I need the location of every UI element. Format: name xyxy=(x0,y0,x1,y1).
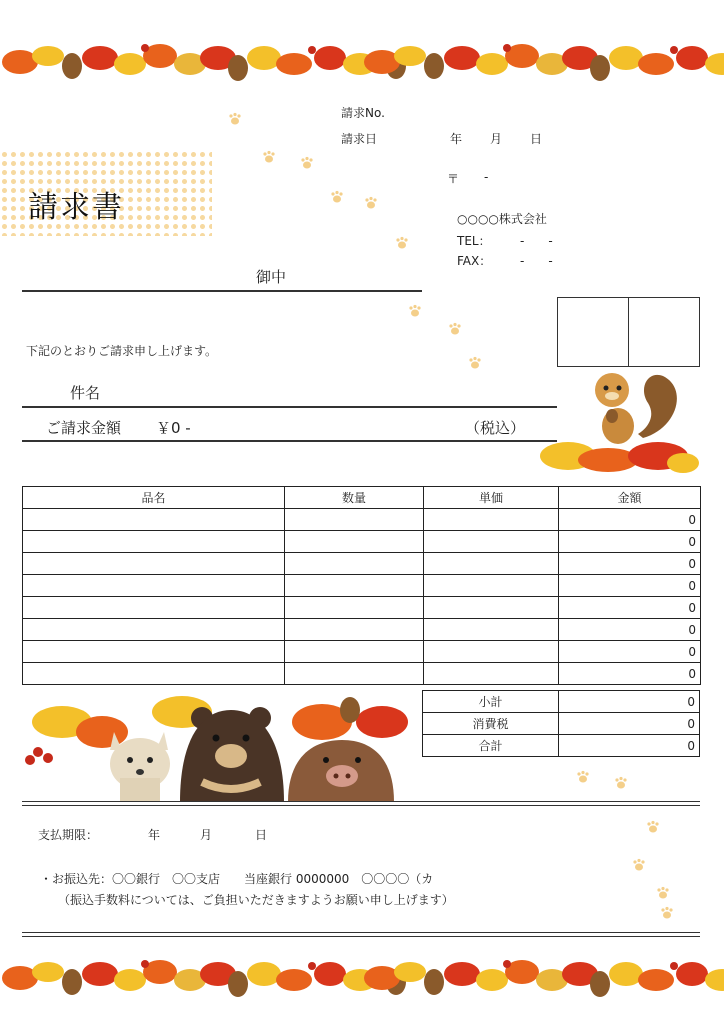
autumn-leaves-garland-top xyxy=(0,28,724,88)
recipient-underline xyxy=(22,290,422,292)
cell-price[interactable] xyxy=(424,619,559,641)
table-row xyxy=(23,663,701,685)
amount-label: ご請求金額 xyxy=(46,419,122,437)
fee-note: （振込手数料については、ご負担いただきますようお願い申し上げます） xyxy=(58,893,454,907)
bear-illustration xyxy=(180,707,284,802)
paw-print-icon xyxy=(646,820,660,834)
cell-qty[interactable] xyxy=(285,531,424,553)
paw-print-icon xyxy=(656,886,670,900)
header-amount: 金額 xyxy=(559,487,701,509)
paw-print-icon xyxy=(228,112,242,126)
paw-print-icon xyxy=(576,770,590,784)
table-row xyxy=(23,641,701,663)
stamp-box-2 xyxy=(628,297,700,367)
paw-print-icon xyxy=(448,322,462,336)
paw-print-icon xyxy=(262,150,276,164)
table-row xyxy=(23,597,701,619)
cell-price[interactable] xyxy=(424,553,559,575)
header-unit-price: 単価 xyxy=(424,487,559,509)
boar-illustration xyxy=(288,740,394,802)
totals-table xyxy=(422,690,700,757)
squirrel-illustration xyxy=(538,368,700,478)
postal-dash: - xyxy=(484,170,489,184)
cell-price[interactable] xyxy=(424,663,559,685)
cell-qty[interactable] xyxy=(285,553,424,575)
paw-print-icon xyxy=(660,906,674,920)
fax-dashes: - - xyxy=(520,254,553,268)
transfer-account: ・お振込先：〇〇銀行 〇〇支店 当座銀行 0000000 〇〇〇〇（カ xyxy=(40,872,434,886)
top-leaf-garland xyxy=(0,28,724,88)
company-name: ○○○○株式会社 xyxy=(457,212,547,226)
separator-1a xyxy=(22,801,700,802)
animals-illustration xyxy=(22,692,422,802)
autumn-leaves-garland-bottom xyxy=(0,944,724,1004)
cell-amount: 0 xyxy=(559,509,701,531)
separator-2b xyxy=(22,936,700,937)
tel-dashes: - - xyxy=(520,234,553,248)
cell-amount: 0 xyxy=(559,663,701,685)
cell-item[interactable] xyxy=(23,531,285,553)
fax-label: FAX： xyxy=(457,254,492,268)
cell-qty[interactable] xyxy=(285,663,424,685)
subject-underline xyxy=(22,406,557,408)
cell-item[interactable] xyxy=(23,553,285,575)
cell-amount: 0 xyxy=(559,619,701,641)
tel-label: TEL： xyxy=(457,234,491,248)
tax-note: （税込） xyxy=(465,419,526,437)
table-header-row xyxy=(23,487,701,509)
invoice-date-day: 日 xyxy=(530,132,543,146)
postal-mark: 〒 xyxy=(447,172,460,186)
tax-row xyxy=(423,713,700,735)
paw-print-icon xyxy=(614,776,628,790)
page-title: 請求書 xyxy=(28,190,124,225)
deadline-month: 月 xyxy=(200,828,213,842)
cell-amount: 0 xyxy=(559,641,701,663)
subtotal-label: 小計 xyxy=(423,691,559,713)
deadline-day: 日 xyxy=(255,828,268,842)
amount-underline xyxy=(22,440,557,442)
bottom-leaf-garland xyxy=(0,944,724,1004)
deadline-year: 年 xyxy=(148,828,161,842)
tax-value: 0 xyxy=(559,713,700,735)
paw-print-icon xyxy=(408,304,422,318)
subject-label: 件名 xyxy=(70,384,101,402)
separator-1b xyxy=(22,805,700,806)
separator-2a xyxy=(22,932,700,933)
paw-print-icon xyxy=(632,858,646,872)
paw-print-icon xyxy=(300,156,314,170)
table-row xyxy=(23,619,701,641)
paw-print-icon xyxy=(468,356,482,370)
cell-qty[interactable] xyxy=(285,619,424,641)
total-row xyxy=(423,735,700,757)
paw-print-icon xyxy=(364,196,378,210)
cell-amount: 0 xyxy=(559,553,701,575)
intro-text: 下記のとおりご請求申し上げます。 xyxy=(26,344,218,358)
subtotal-value: 0 xyxy=(559,691,700,713)
amount-value: ￥0 - xyxy=(156,419,191,437)
table-row xyxy=(23,553,701,575)
cell-qty[interactable] xyxy=(285,597,424,619)
header-item-name: 品名 xyxy=(23,487,285,509)
cell-qty[interactable] xyxy=(285,575,424,597)
invoice-date-year: 年 xyxy=(450,132,463,146)
cell-item[interactable] xyxy=(23,619,285,641)
subtotal-row xyxy=(423,691,700,713)
cell-qty[interactable] xyxy=(285,641,424,663)
cell-item[interactable] xyxy=(23,575,285,597)
total-value: 0 xyxy=(559,735,700,757)
invoice-date-month: 月 xyxy=(490,132,503,146)
table-row xyxy=(23,575,701,597)
paw-print-icon xyxy=(395,236,409,250)
cell-price[interactable] xyxy=(424,575,559,597)
header-quantity: 数量 xyxy=(285,487,424,509)
stamp-box-1 xyxy=(557,297,629,367)
invoice-no-label: 請求No. xyxy=(341,106,385,120)
recipient-suffix: 御中 xyxy=(256,268,287,286)
invoice-date-label: 請求日 xyxy=(341,132,378,146)
total-label: 合計 xyxy=(423,735,559,757)
table-row xyxy=(23,509,701,531)
cell-item[interactable] xyxy=(23,663,285,685)
cell-price[interactable] xyxy=(424,597,559,619)
cell-amount: 0 xyxy=(559,575,701,597)
cell-item[interactable] xyxy=(23,641,285,663)
cell-amount: 0 xyxy=(559,531,701,553)
cell-price[interactable] xyxy=(424,641,559,663)
cell-item[interactable] xyxy=(23,509,285,531)
items-table xyxy=(22,486,701,685)
cell-price[interactable] xyxy=(424,531,559,553)
tax-label: 消費税 xyxy=(423,713,559,735)
table-row xyxy=(23,531,701,553)
paw-print-icon xyxy=(330,190,344,204)
cell-qty[interactable] xyxy=(285,509,424,531)
cell-item[interactable] xyxy=(23,597,285,619)
cell-amount: 0 xyxy=(559,597,701,619)
deadline-label: 支払期限： xyxy=(38,828,99,842)
cell-price[interactable] xyxy=(424,509,559,531)
